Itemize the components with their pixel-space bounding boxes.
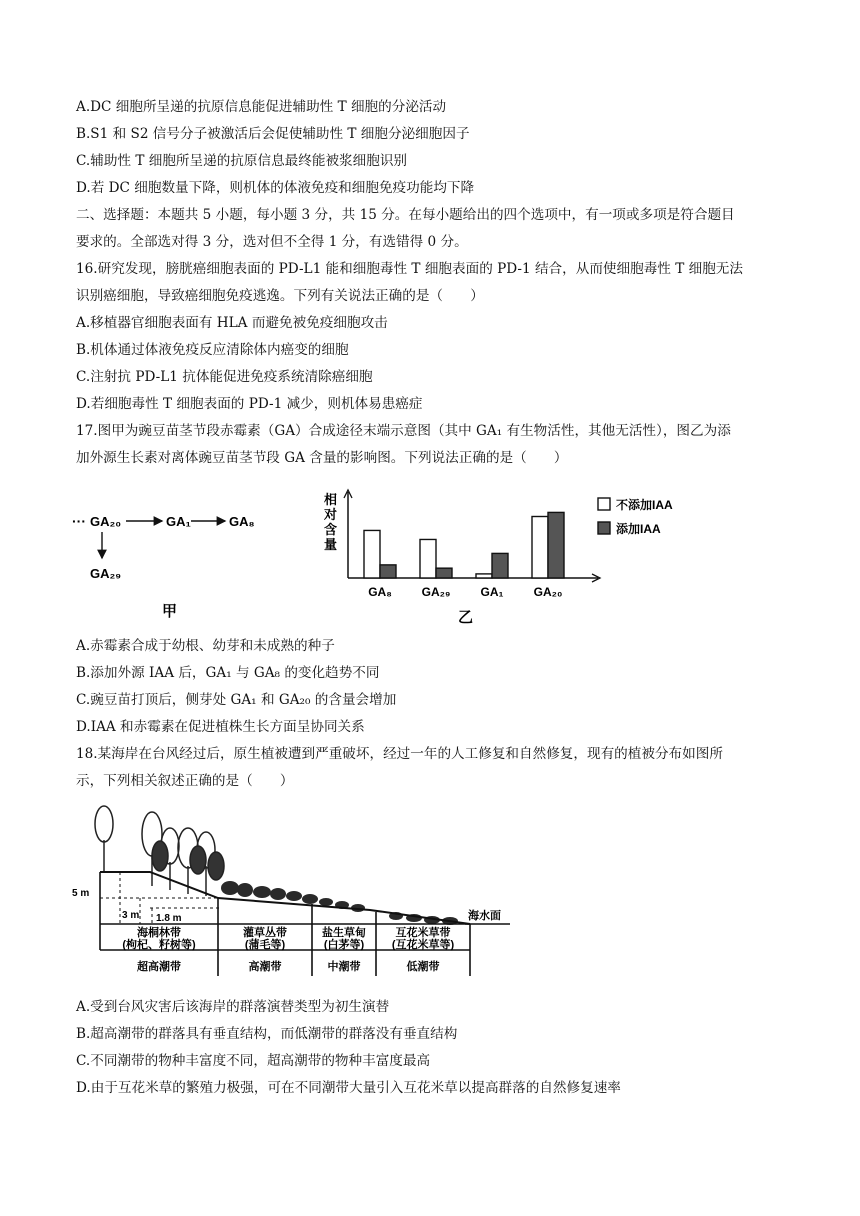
- zone2-species: (蒲毛等): [244, 939, 286, 951]
- q18-option-c: C.不同潮带的物种丰富度不同，超高潮带的物种丰富度最高: [76, 1053, 431, 1069]
- section2-instructions-line1: 二、选择题：本题共 5 小题，每小题 3 分，共 15 分。在每小题给出的四个选项中，有一项或多项是符合题目: [76, 207, 735, 223]
- q18-stem-line1: 18.某海岸在台风经过后，原生植被遭到严重破坏，经过一年的人工修复和自然修复，现有的植被分布如图所: [76, 746, 723, 762]
- figure-coastal-zones: [70, 800, 510, 988]
- zone1-name: 海桐林带: [137, 927, 181, 939]
- ylabel-char: 量: [324, 537, 338, 552]
- tide-zone-4: 低潮带: [406, 961, 440, 973]
- q16-option-d: D.若细胞毒性 T 细胞表面的 PD-1 减少，则机体易患癌症: [76, 396, 423, 412]
- q16-option-a: A.移植器官细胞表面有 HLA 而避免被免疫细胞攻击: [76, 315, 388, 331]
- q18-option-d: D.由于互花米草的繁殖力极强，可在不同潮带大量引入互花米草以提高群落的自然修复速率: [76, 1080, 621, 1096]
- q17-option-d: D.IAA 和赤霉素在促进植株生长方面呈协同关系: [76, 719, 365, 735]
- q18-option-a: A.受到台风灾害后该海岸的群落演替类型为初生演替: [76, 999, 390, 1015]
- bar-no-iaa-3: [532, 517, 548, 579]
- bar-no-iaa-2: [476, 574, 492, 578]
- tree-drawings: [95, 806, 224, 896]
- x-tick-label: GA₈: [368, 585, 392, 599]
- legend-label-1: 添加IAA: [616, 522, 661, 536]
- label-ga29: GA₂₉: [90, 566, 122, 581]
- bar-with-iaa-3: [548, 512, 564, 578]
- figure-jia: [70, 500, 270, 620]
- zone1-species: (枸杞、籽树等): [122, 939, 196, 951]
- zone3-species: (白茅等): [323, 939, 365, 951]
- label-ga1: GA₁: [166, 514, 191, 529]
- q17-stem-line2: 加外源生长素对离体豌豆苗茎节段 GA 含量的影响图。下列说法正确的是（ ）: [76, 450, 568, 466]
- legend-swatch-1: [598, 522, 610, 534]
- x-tick-label: GA₁: [480, 585, 504, 599]
- figure-jia-caption: 甲: [162, 603, 178, 620]
- q17-option-b: B.添加外源 IAA 后，GA₁ 与 GA₈ 的变化趋势不同: [76, 665, 380, 681]
- height-3m: 3 m: [122, 910, 140, 921]
- zone4-species: (互花米草等): [391, 939, 455, 951]
- tide-zone-3: 中潮带: [327, 961, 361, 973]
- pathway-dots: ···: [72, 513, 86, 529]
- sea-level-label: 海水面: [468, 910, 501, 922]
- figure-yi-caption: 乙: [458, 609, 474, 626]
- height-1-8m: 1.8 m: [156, 913, 182, 924]
- q16-option-c: C.注射抗 PD-L1 抗体能促进免疫系统清除癌细胞: [76, 369, 373, 385]
- q18-stem-line2: 示，下列相关叙述正确的是（ ）: [76, 773, 294, 789]
- figure-yi: [318, 486, 718, 626]
- q16-option-b: B.机体通过体液免疫反应清除体内癌变的细胞: [76, 342, 349, 358]
- section2-instructions-line2: 要求的。全部选对得 3 分，选对但不全得 1 分，有选错得 0 分。: [76, 234, 468, 250]
- zone2-name: 灌草丛带: [243, 927, 287, 939]
- tide-zone-1: 超高潮带: [137, 961, 181, 973]
- legend-swatch-0: [598, 498, 610, 510]
- ga-content-chart: [318, 486, 718, 626]
- tide-zone-2: 高潮带: [248, 961, 282, 973]
- q15-option-c: C.辅助性 T 细胞所呈递的抗原信息最终能被浆细胞识别: [76, 153, 408, 169]
- q15-option-b: B.S1 和 S2 信号分子被激活后会促使辅助性 T 细胞分泌细胞因子: [76, 126, 470, 142]
- label-ga8: GA₈: [229, 514, 255, 529]
- q18-option-b: B.超高潮带的群落具有垂直结构，而低潮带的群落没有垂直结构: [76, 1026, 458, 1042]
- q16-stem-line2: 识别癌细胞，导致癌细胞免疫逃逸。下列有关说法正确的是（ ）: [76, 288, 484, 304]
- ylabel-char: 相: [324, 492, 338, 507]
- q16-stem-line1: 16.研究发现，膀胱癌细胞表面的 PD-L1 能和细胞毒性 T 细胞表面的 PD-1 结合，从而使细胞毒性 T 细胞无法: [76, 261, 743, 277]
- shrub-drawings: [221, 881, 458, 925]
- q17-option-a: A.赤霉素合成于幼根、幼芽和未成熟的种子: [76, 638, 335, 654]
- ylabel-char: 含: [324, 522, 338, 537]
- bar-with-iaa-1: [436, 568, 452, 578]
- q17-stem-line1: 17.图甲为豌豆苗茎节段赤霉素（GA）合成途径末端示意图（其中 GA₁ 有生物活性，其他无活性），图乙为添: [76, 423, 731, 439]
- bar-no-iaa-1: [420, 539, 436, 578]
- chart-ylabel: [323, 492, 337, 552]
- ylabel-char: 对: [324, 507, 338, 522]
- q17-option-c: C.豌豆苗打顶后，侧芽处 GA₁ 和 GA₂₀ 的含量会增加: [76, 692, 397, 708]
- x-tick-label: GA₂₀: [533, 585, 563, 599]
- bar-with-iaa-0: [380, 565, 396, 578]
- q15-option-d: D.若 DC 细胞数量下降，则机体的体液免疫和细胞免疫功能均下降: [76, 180, 475, 196]
- x-tick-label: GA₂₉: [421, 585, 451, 599]
- legend-label-0: 不添加IAA: [616, 498, 673, 512]
- bar-with-iaa-2: [492, 553, 508, 578]
- height-5m: 5 m: [72, 888, 90, 899]
- zone4-name: 互花米草带: [395, 927, 451, 939]
- q15-option-a: A.DC 细胞所呈递的抗原信息能促进辅助性 T 细胞的分泌活动: [76, 99, 447, 115]
- label-ga20: GA₂₀: [90, 514, 122, 529]
- zone3-name: 盐生草甸: [322, 927, 366, 939]
- bar-no-iaa-0: [364, 530, 380, 578]
